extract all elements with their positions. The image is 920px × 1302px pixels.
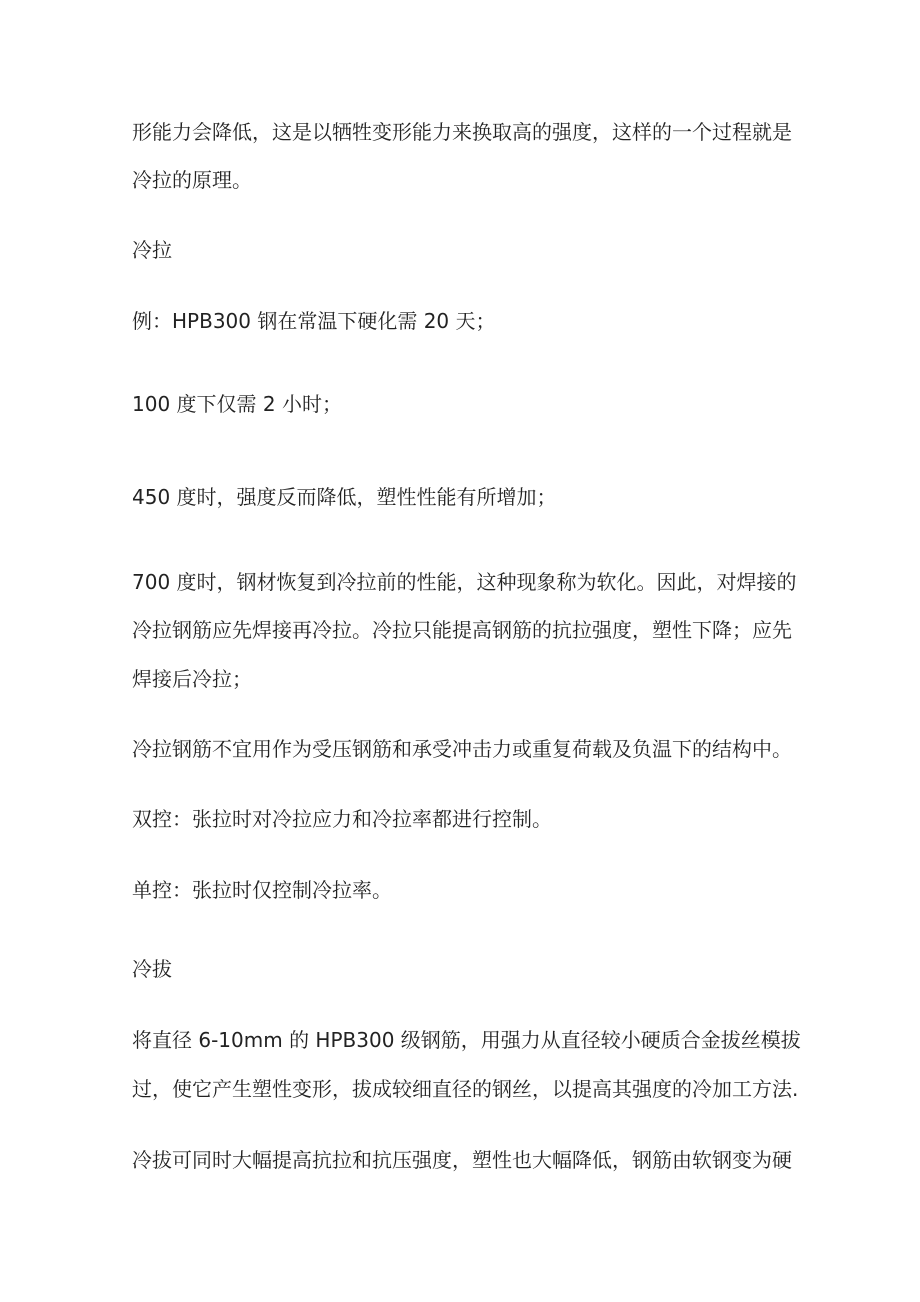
text-line-14: 冷拔可同时大幅提高抗拉和抗压强度，塑性也大幅降低，钢筋由软钢变为硬 [132,1148,792,1172]
text-line-10: 双控：张拉时对冷拉应力和冷拉率都进行控制。 [132,807,552,831]
text-line-3: 例：HPB300 钢在常温下硬化需 20 天； [132,309,496,333]
text-line-9: 冷拉钢筋不宜用作为受压钢筋和承受冲击力或重复荷载及负温下的结构中。 [132,737,792,761]
text-line-7: 冷拉钢筋应先焊接再冷拉。冷拉只能提高钢筋的抗拉强度，塑性下降；应先 [132,618,792,642]
section-heading-cold-drawing: 冷拉 [132,238,172,262]
text-line-13: 过，使它产生塑性变形，拔成较细直径的钢丝，以提高其强度的冷加工方法. [132,1077,799,1101]
text-line-1: 形能力会降低，这是以牺牲变形能力来换取高的强度，这样的一个过程就是 [132,120,792,144]
text-line-12: 将直径 6-10mm 的 HPB300 级钢筋，用强力从直径较小硬质合金拔丝模拔 [132,1028,801,1052]
text-line-8: 焊接后冷拉； [132,667,252,691]
text-line-2: 冷拉的原理。 [132,168,252,192]
text-line-4: 100 度下仅需 2 小时； [132,392,342,416]
text-line-11: 单控：张拉时仅控制冷拉率。 [132,878,392,902]
text-line-6: 700 度时，钢材恢复到冷拉前的性能，这种现象称为软化。因此，对焊接的 [132,570,797,594]
section-heading-cold-drawn-wire: 冷拔 [132,957,172,981]
text-line-5: 450 度时，强度反而降低，塑性性能有所增加； [132,485,557,509]
